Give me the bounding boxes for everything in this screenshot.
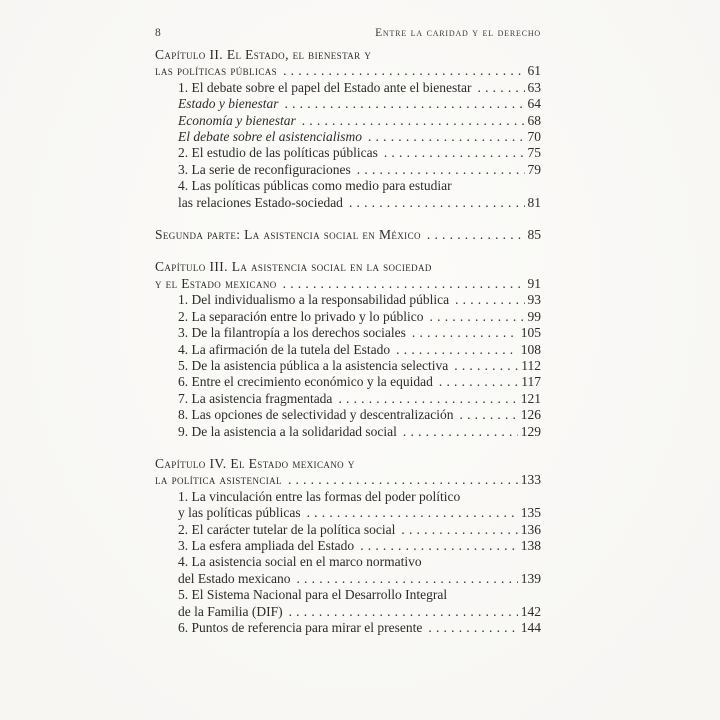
toc-entry-text: 2. La separación entre lo privado y lo público <box>178 308 424 324</box>
toc-page-number: 105 <box>520 325 541 341</box>
dot-leader <box>368 129 525 145</box>
toc-line <box>155 407 541 423</box>
toc-entry-text: 3. La serie de reconfiguraciones <box>178 161 351 177</box>
dot-leader <box>396 342 518 358</box>
toc-entry-text: 2. El estudio de las políticas públicas <box>178 145 378 161</box>
toc-entry-text: 5. De la asistencia pública a la asistencia selectiva <box>178 357 449 373</box>
dot-leader <box>439 374 518 390</box>
toc-line <box>155 325 541 341</box>
toc-entry-text: y las políticas públicas <box>178 505 301 521</box>
toc-entry-text: 7. La asistencia fragmentada <box>178 390 333 406</box>
dot-leader <box>302 113 525 129</box>
toc-entry-text: 4. La afirmación de la tutela del Estado <box>178 341 391 357</box>
toc-page-number: 126 <box>520 407 541 423</box>
toc-entry-text: 6. Entre el crecimiento económico y la equidad <box>178 374 433 390</box>
dot-leader <box>360 538 518 554</box>
page-number: 8 <box>155 27 161 39</box>
toc-line <box>155 276 541 292</box>
toc-line <box>155 391 541 407</box>
dot-leader <box>296 571 517 587</box>
toc-page-number: 70 <box>527 129 541 145</box>
toc-entry-text: 1. El debate sobre el papel del Estado ante el bienestar <box>178 79 472 95</box>
toc-entry-text: Capítulo IV. El Estado mexicano y <box>155 455 355 471</box>
dot-leader <box>478 80 525 96</box>
toc-line <box>155 145 541 161</box>
dot-leader <box>285 96 525 112</box>
toc-page-number: 63 <box>527 79 541 95</box>
dot-leader <box>401 522 517 538</box>
toc-line <box>155 292 541 308</box>
dot-leader <box>289 604 518 620</box>
dot-leader <box>403 424 518 440</box>
dot-leader <box>454 358 518 374</box>
toc-line <box>155 374 541 390</box>
toc-entry-text: Segunda parte: La asistencia social en México <box>155 227 421 243</box>
toc-line <box>155 96 541 112</box>
toc-entry-text: 1. Del individualismo a la responsabilidad pública <box>178 292 450 308</box>
toc-page-number: 138 <box>520 537 541 553</box>
toc-entry-text: 8. Las opciones de selectividad y descentralización <box>178 407 454 423</box>
dot-leader <box>357 162 525 178</box>
toc-entry-text: y el Estado mexicano <box>155 275 277 291</box>
toc-entry-text: 1. La vinculación entre las formas del poder político <box>178 488 461 504</box>
toc-page-number: 85 <box>527 227 541 243</box>
toc-entry-text: 3. De la filantropía a los derechos sociales <box>178 325 406 341</box>
toc-page-number: 91 <box>527 275 541 291</box>
dot-leader <box>288 472 518 488</box>
toc-page-number: 117 <box>521 374 541 390</box>
toc-entry-text: las relaciones Estado-sociedad <box>178 194 343 210</box>
toc-page-number: 144 <box>520 620 541 635</box>
toc-page-number: 79 <box>527 161 541 177</box>
dot-leader <box>455 292 524 308</box>
toc-entry-text: Capítulo III. La asistencia social en la sociedad <box>155 259 432 275</box>
toc-entry-text: 5. El Sistema Nacional para el Desarrollo Integral <box>178 587 448 603</box>
toc-entry-text: 4. La asistencia social en el marco normativo <box>178 554 422 570</box>
toc-entry-text: del Estado mexicano <box>178 570 291 586</box>
dot-leader <box>338 391 517 407</box>
toc-page-number: 136 <box>520 521 541 537</box>
dot-leader <box>384 145 525 161</box>
toc-line <box>155 571 541 587</box>
toc-page-number: 135 <box>520 505 541 521</box>
toc-page-number: 93 <box>527 292 541 308</box>
toc-page-number: 68 <box>527 112 541 128</box>
toc-page-number: 108 <box>520 341 541 357</box>
toc-line <box>155 456 541 472</box>
toc-entry-text: 3. La esfera ampliada del Estado <box>178 537 355 553</box>
toc-line <box>155 47 541 63</box>
toc-page-number: 61 <box>527 63 541 79</box>
dot-leader <box>283 276 525 292</box>
toc-line <box>155 113 541 129</box>
toc-entry-text: 2. El carácter tutelar de la política social <box>178 521 396 537</box>
toc-line <box>155 309 541 325</box>
dot-leader <box>307 505 518 521</box>
toc-line <box>155 195 541 211</box>
toc-entry-text: El debate sobre el asistencialismo <box>178 129 362 145</box>
toc-line <box>155 63 541 79</box>
toc-entry-text: 6. Puntos de referencia para mirar el presente <box>178 620 423 635</box>
toc-entry-text: las políticas públicas <box>155 63 278 79</box>
toc-page-number: 121 <box>520 390 541 406</box>
toc-page-number: 99 <box>527 308 541 324</box>
dot-leader <box>349 195 525 211</box>
toc-line <box>155 620 541 636</box>
toc-line <box>155 178 541 194</box>
toc-line <box>155 342 541 358</box>
toc-page-number: 75 <box>527 145 541 161</box>
dot-leader <box>412 325 518 341</box>
toc-page-number: 133 <box>520 472 541 488</box>
toc-line <box>155 129 541 145</box>
dot-leader <box>427 227 525 243</box>
toc-entry-text: Estado y bienestar <box>178 96 279 112</box>
toc-line <box>155 80 541 96</box>
toc-page-number: 81 <box>527 194 541 210</box>
toc-page-number: 139 <box>520 570 541 586</box>
toc-line <box>155 538 541 554</box>
toc-line <box>155 424 541 440</box>
toc-line <box>155 259 541 275</box>
dot-leader <box>283 63 524 79</box>
toc-page-number: 129 <box>520 423 541 439</box>
table-of-contents <box>155 47 541 636</box>
running-title: Entre la caridad y el derecho <box>375 27 541 39</box>
toc-entry-text: Economía y bienestar <box>178 112 296 128</box>
toc-page-number: 112 <box>521 357 541 373</box>
toc-line <box>155 604 541 620</box>
toc-line <box>155 227 541 243</box>
dot-leader <box>460 407 518 423</box>
toc-line <box>155 162 541 178</box>
page-header <box>155 27 541 39</box>
toc-page-number: 64 <box>527 96 541 112</box>
dot-leader <box>430 309 525 325</box>
toc-entry-text: 9. De la asistencia a la solidaridad social <box>178 423 397 439</box>
toc-page-number: 142 <box>520 603 541 619</box>
toc-line <box>155 587 541 603</box>
toc-line <box>155 522 541 538</box>
dot-leader <box>428 620 517 636</box>
toc-line <box>155 358 541 374</box>
toc-line <box>155 472 541 488</box>
toc-line <box>155 554 541 570</box>
toc-line <box>155 489 541 505</box>
toc-entry-text: la política asistencial <box>155 472 282 488</box>
toc-entry-text: 4. Las políticas públicas como medio para estudiar <box>178 178 452 194</box>
toc-line <box>155 505 541 521</box>
toc-entry-text: Capítulo II. El Estado, el bienestar y <box>155 47 372 62</box>
toc-entry-text: de la Familia (DIF) <box>178 603 283 619</box>
